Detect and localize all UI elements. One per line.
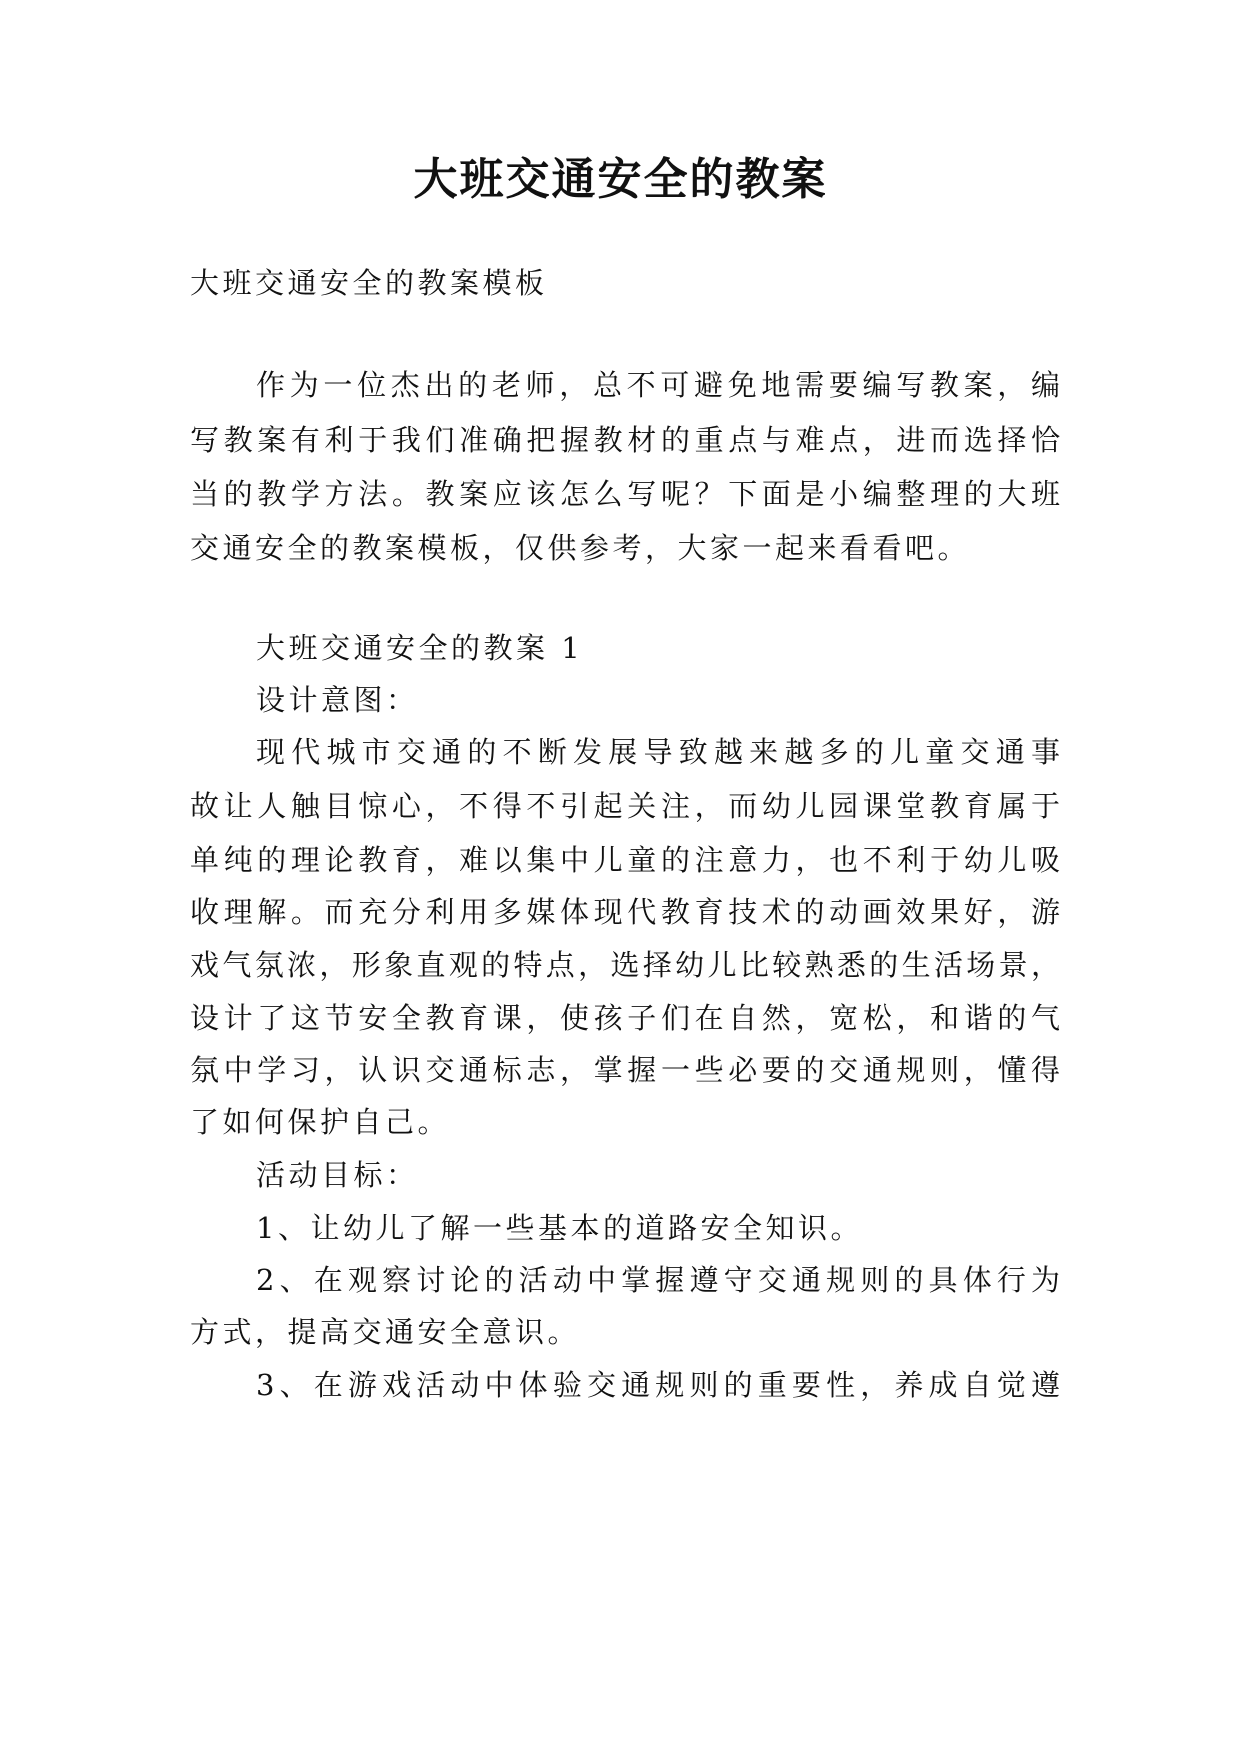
design-line: 氛中学习，认识交通标志，掌握一些必要的交通规则，懂得: [190, 1053, 1060, 1087]
intro-line: 写教案有利于我们准确把握教材的重点与难点，进而选择恰: [190, 423, 1060, 457]
goal-item: 2、在观察讨论的活动中掌握遵守交通规则的具体行为: [256, 1263, 1060, 1297]
section-heading: 大班交通安全的教案 1: [256, 631, 584, 665]
design-line: 收理解。而充分利用多媒体现代教育技术的动画效果好，游: [190, 895, 1060, 929]
goal-item: 3、在游戏活动中体验交通规则的重要性，养成自觉遵: [256, 1368, 1060, 1402]
goal-item-continuation: 方式，提高交通安全意识。: [190, 1315, 581, 1349]
intro-line: 交通安全的教案模板，仅供参考，大家一起来看看吧。: [190, 531, 971, 565]
intro-line: 当的教学方法。教案应该怎么写呢？下面是小编整理的大班: [190, 477, 1060, 511]
goal-item: 1、让幼儿了解一些基本的道路安全知识。: [256, 1211, 863, 1245]
design-line: 现代城市交通的不断发展导致越来越多的儿童交通事: [256, 735, 1060, 769]
design-line: 了如何保护自己。: [190, 1105, 451, 1139]
design-line: 戏气氛浓，形象直观的特点，选择幼儿比较熟悉的生活场景，: [190, 948, 1060, 982]
design-line: 单纯的理论教育，难以集中儿童的注意力，也不利于幼儿吸: [190, 843, 1060, 877]
design-label: 设计意图：: [256, 683, 419, 717]
intro-line: 作为一位杰出的老师，总不可避免地需要编写教案，编: [256, 368, 1060, 402]
design-line: 故让人触目惊心，不得不引起关注，而幼儿园课堂教育属于: [190, 789, 1060, 823]
design-line: 设计了这节安全教育课，使孩子们在自然，宽松，和谐的气: [190, 1001, 1060, 1035]
goals-label: 活动目标：: [256, 1158, 419, 1192]
document-title: 大班交通安全的教案: [413, 154, 828, 205]
document-subtitle: 大班交通安全的教案模板: [190, 266, 548, 300]
